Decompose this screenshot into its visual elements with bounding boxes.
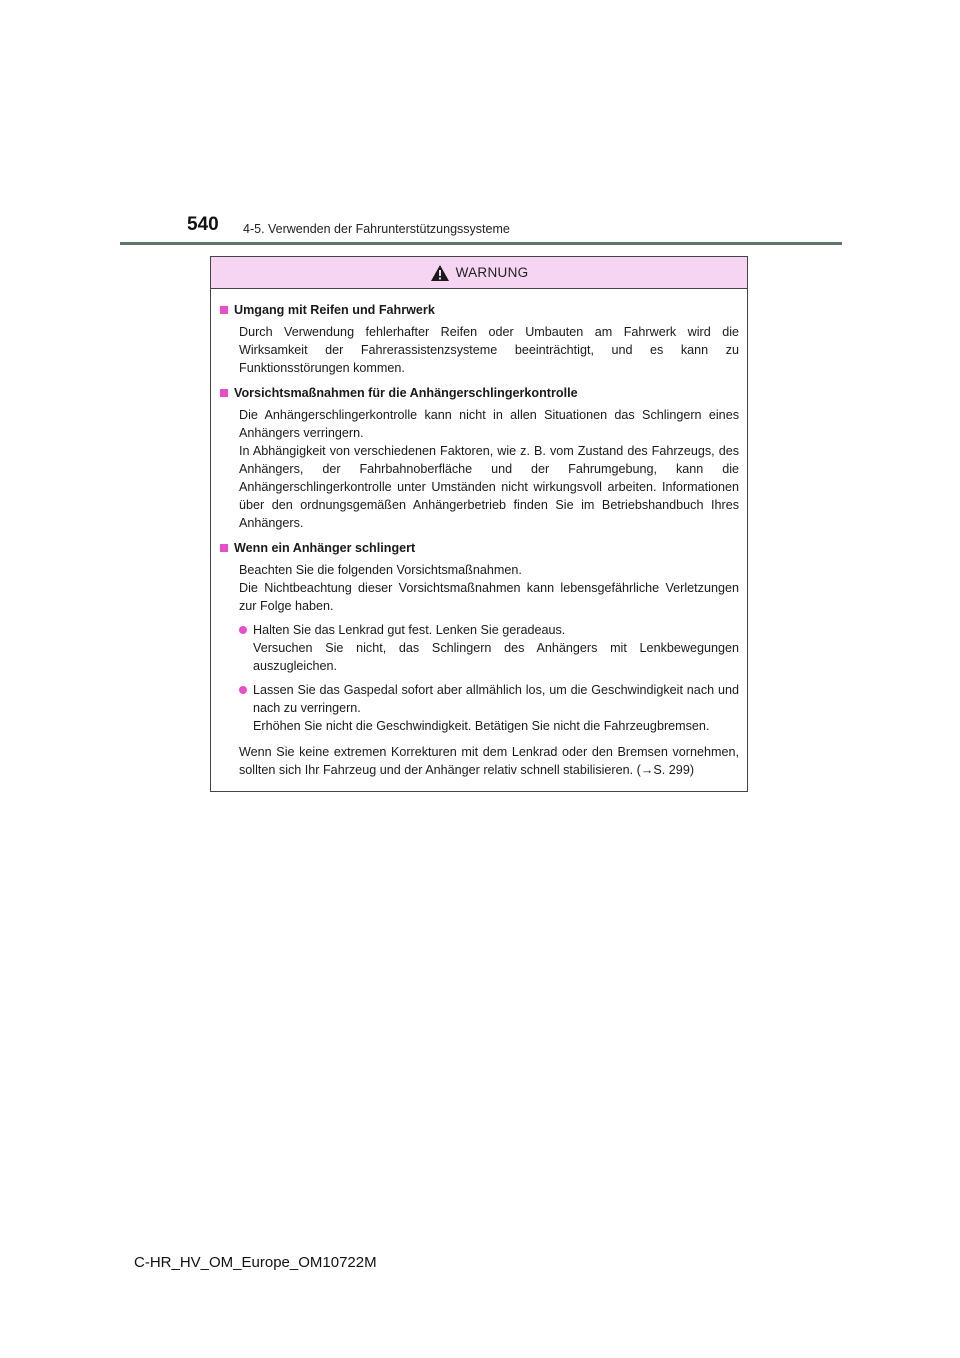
warning-triangle-icon bbox=[430, 264, 450, 282]
section-heading-text: Umgang mit Reifen und Fahrwerk bbox=[234, 303, 435, 317]
chapter-title: 4-5. Verwenden der Fahrunterstützungssysteme bbox=[243, 222, 510, 236]
paragraph: Die Nichtbeachtung dieser Vorsichtsmaßnahmen kann lebensgefährliche Verletzungen zur Folge haben. bbox=[239, 581, 739, 613]
list-item bbox=[239, 681, 739, 735]
section-heading-text: Vorsichtsmaßnahmen für die Anhängerschlingerkontrolle bbox=[234, 386, 578, 400]
list-item-line: Erhöhen Sie nicht die Geschwindigkeit. Betätigen Sie nicht die Fahrzeugbremsen. bbox=[253, 719, 710, 733]
warning-body bbox=[211, 289, 747, 779]
square-bullet-icon bbox=[220, 306, 228, 314]
list-item-line: Lassen Sie das Gaspedal sofort aber allmählich los, um die Geschwindigkeit nach und nach zu verringern. bbox=[253, 683, 739, 715]
warning-header bbox=[211, 257, 747, 289]
paragraph: Die Anhängerschlingerkontrolle kann nicht in allen Situationen das Schlingern eines Anhängers verringern. bbox=[239, 408, 739, 440]
page-number: 540 bbox=[187, 214, 219, 235]
section-anhaenger-schlingert bbox=[220, 539, 739, 779]
list-item-line: Versuchen Sie nicht, das Schlingern des Anhängers mit Lenkbewegungen auszugleichen. bbox=[253, 641, 739, 673]
closing-paragraph: Wenn Sie keine extremen Korrekturen mit dem Lenkrad oder den Bremsen vornehmen, sollten sich Ihr Fahrzeug und der Anhänger relativ schnell stabilisieren. (→S. 299) bbox=[239, 745, 739, 777]
list-item-text bbox=[253, 681, 739, 735]
paragraph: In Abhängigkeit von verschiedenen Faktoren, wie z. B. vom Zustand des Fahrzeugs, des Anhängers, der Fahrbahnoberfläche und der Fahrumgebung, kann die Anhängerschlingerkontrolle unter Umständen nicht wirkungsvoll arbeiten. Informationen über den ordnungsgemäßen Anhängerbetrieb finden Sie im Betriebshandbuch Ihres Anhängers. bbox=[239, 444, 739, 530]
section-heading-text: Wenn ein Anhänger schlingert bbox=[234, 541, 416, 555]
square-bullet-icon bbox=[220, 389, 228, 397]
warning-title: WARNUNG bbox=[455, 265, 529, 280]
circle-bullet-icon bbox=[239, 626, 247, 634]
paragraph: Durch Verwendung fehlerhafter Reifen oder Umbauten am Fahrwerk wird die Wirksamkeit der Fahrerassistenzsysteme beeinträchtigt, und es kann zu Funktionsstörungen kommen. bbox=[239, 325, 739, 375]
section-anhaengerschlingerkontrolle bbox=[220, 384, 739, 532]
square-bullet-icon bbox=[220, 544, 228, 552]
section-reifen-fahrwerk bbox=[220, 301, 739, 377]
document-code: C-HR_HV_OM_Europe_OM10722M bbox=[134, 1254, 377, 1271]
list-item-line: Halten Sie das Lenkrad gut fest. Lenken Sie geradeaus. bbox=[253, 623, 566, 637]
section-heading bbox=[220, 539, 739, 557]
list-item-text bbox=[253, 621, 739, 675]
section-heading bbox=[220, 301, 739, 319]
circle-bullet-icon bbox=[239, 686, 247, 694]
list-item bbox=[239, 621, 739, 675]
section-heading bbox=[220, 384, 739, 402]
warning-box bbox=[210, 256, 748, 792]
header-rule bbox=[120, 242, 842, 245]
paragraph: Beachten Sie die folgenden Vorsichtsmaßnahmen. bbox=[239, 563, 522, 577]
